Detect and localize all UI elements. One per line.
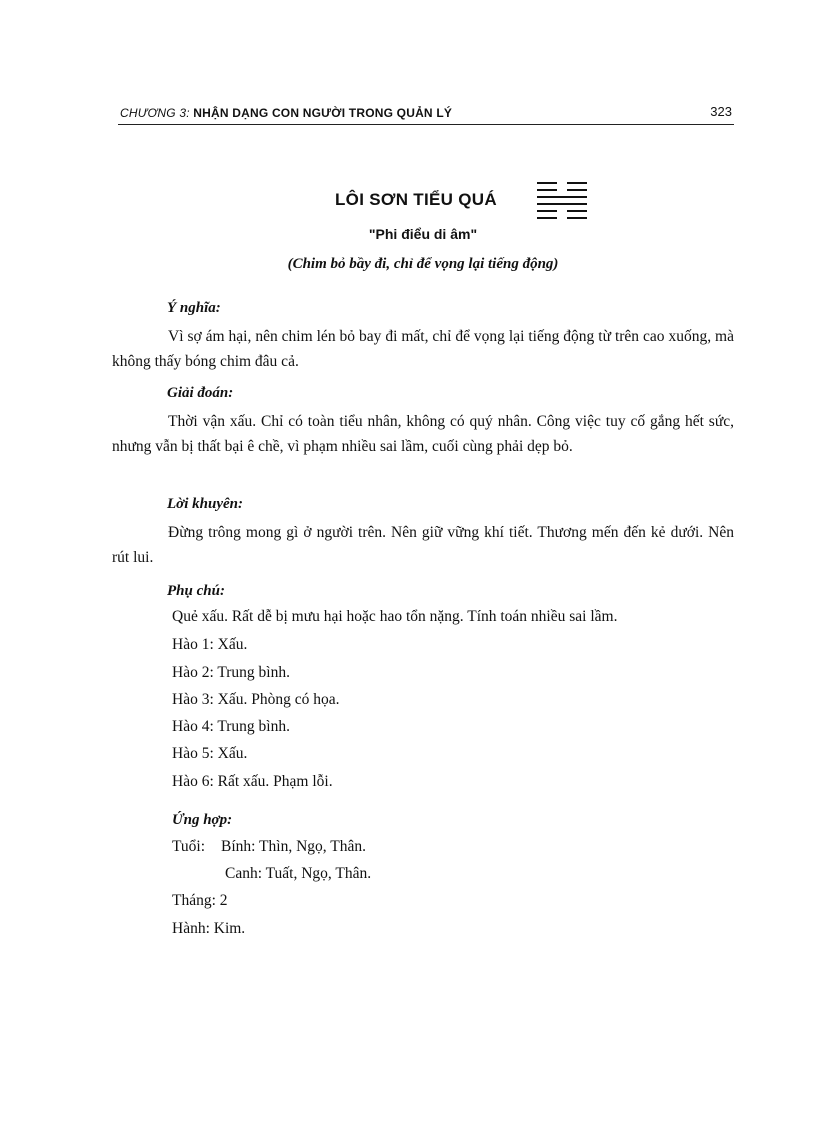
running-header [118, 104, 734, 125]
month-line: Tháng: 2 [172, 892, 228, 909]
age-label: Tuổi: [172, 838, 206, 855]
age-compatible-2: Canh: Tuất, Ngọ, Thân. [225, 865, 372, 882]
list-item: Hào 4: Trung bình. [172, 718, 290, 735]
subtitle-translation: (Chim bỏ bầy đi, chỉ để vọng lại tiếng động) [287, 256, 559, 272]
section-heading-giai-doan: Giải đoán: [167, 385, 234, 401]
chapter-name: NHẬN DẠNG CON NGƯỜI TRONG QUẢN LÝ [193, 106, 453, 120]
paragraph-y-nghia: Vì sợ ám hại, nên chim lén bỏ bay đi mất, chỉ để vọng lại tiếng động từ trên cao xuống, mà không thấy bóng chim đâu cả. [112, 328, 734, 370]
page-number: 323 [710, 104, 732, 119]
title-block [0, 180, 816, 220]
age-compatible-1: Bính: Thìn, Ngọ, Thân. [221, 838, 366, 855]
chapter-prefix: CHƯƠNG 3: [120, 106, 190, 120]
paragraph-loi-khuyen: Đừng trông mong gì ở người trên. Nên giữ vững khí tiết. Thương mến đến kẻ dưới. Nên rút lui. [112, 524, 734, 566]
hexagram-symbol-icon [537, 180, 587, 220]
list-item: Hào 6: Rất xấu. Phạm lỗi. [172, 773, 333, 790]
list-item: Hào 5: Xấu. [172, 745, 248, 762]
section-heading-y-nghia: Ý nghĩa: [167, 300, 221, 316]
list-item: Hào 1: Xấu. [172, 636, 248, 653]
paragraph-giai-doan: Thời vận xấu. Chỉ có toàn tiểu nhân, không có quý nhân. Công việc tuy cố gắng hết sức, nhưng vẫn bị thất bại ê chề, vì phạm nhiều sai lầm, cuối cùng phải dẹp bỏ. [112, 413, 734, 455]
subtitle: "Phi điểu di âm" [368, 226, 478, 242]
chapter-title [120, 106, 452, 120]
section-heading-loi-khuyen: Lời khuyên: [167, 496, 243, 512]
list-item: Hào 3: Xấu. Phòng có họa. [172, 691, 340, 708]
hexagram-title: LÔI SƠN TIỂU QUÁ [335, 190, 497, 209]
section-heading-ung-hop: Ứng hợp: [172, 812, 233, 828]
element-line: Hành: Kim. [172, 920, 246, 937]
list-item: Quẻ xấu. Rất dễ bị mưu hại hoặc hao tổn nặng. Tính toán nhiều sai lầm. [172, 608, 618, 625]
section-heading-phu-chu: Phụ chú: [167, 583, 225, 599]
list-item: Hào 2: Trung bình. [172, 664, 290, 681]
